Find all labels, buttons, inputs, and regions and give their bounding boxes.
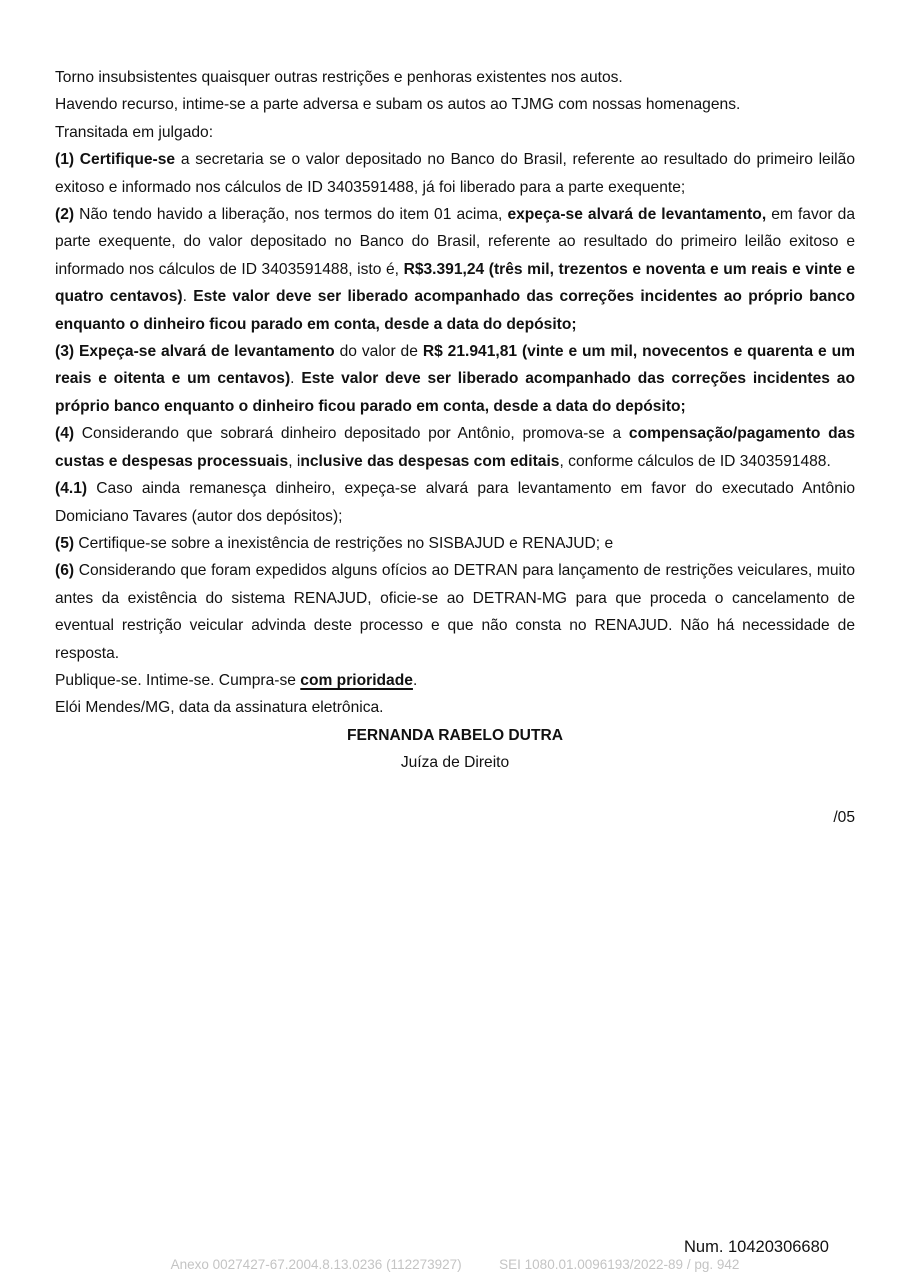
item-2-text-3: . bbox=[182, 288, 194, 306]
item-3-bold-1: Expeça-se alvará de levantamento bbox=[78, 343, 335, 361]
item-5 bbox=[55, 530, 855, 557]
priority-emphasis: com prioridade bbox=[300, 671, 413, 689]
item-2-correction-note: Este valor deve ser liberado acompanhado das correções incidentes ao próprio banco enquanto o dinheiro ficou parado em conta, desde a data do depósito; bbox=[55, 288, 855, 333]
publication-end: . bbox=[412, 671, 418, 689]
footer-annex: Anexo 0027427-67.2004.8.13.0236 (112273927) bbox=[170, 1257, 462, 1272]
item-3 bbox=[55, 338, 855, 420]
item-5-number: (5) bbox=[55, 534, 75, 552]
footer-sei: SEI 1080.01.0096193/2022-89 / pg. 942 bbox=[499, 1257, 740, 1272]
place-date: Elói Mendes/MG, data da assinatura eletrônica. bbox=[55, 699, 384, 717]
signer-name: FERNANDA RABELO DUTRA bbox=[347, 726, 563, 744]
item-6 bbox=[55, 557, 855, 667]
item-2-bold-1: expeça-se alvará de levantamento, bbox=[507, 206, 767, 224]
item-4-1-number: (4.1) bbox=[55, 480, 88, 498]
item-3-amount: R$ 21.941,81 (vinte e um mil, novecentos e quarenta e um reais e oitenta e um centavos) bbox=[55, 343, 855, 388]
item-4-text-1: Considerando que sobrará dinheiro depositado por Antônio, promova-se a bbox=[74, 425, 629, 443]
item-4-number: (4) bbox=[55, 425, 75, 443]
document-body bbox=[55, 64, 855, 831]
signer-role: Juíza de Direito bbox=[400, 754, 510, 772]
item-3-correction-note: Este valor deve ser liberado acompanhado das correções incidentes ao próprio banco enquanto o dinheiro ficou parado em conta, desde a data do depósito; bbox=[55, 370, 855, 415]
item-4-1-text: Caso ainda remanesça dinheiro, expeça-se alvará para levantamento em favor do executado Antônio Domiciano Tavares (autor dos depósitos); bbox=[55, 480, 855, 525]
item-2-text-2: em favor da parte exequente, do valor depositado no Banco do Brasil, referente ao resultado do primeiro leilão exitoso e informado nos cálculos de ID 3403591488, isto é, bbox=[55, 206, 856, 278]
item-4-bold-2: nclusive das despesas com editais bbox=[300, 452, 560, 470]
paragraph-transitada: Transitada em julgado: bbox=[55, 123, 214, 141]
footer-stamp bbox=[0, 1257, 910, 1272]
item-1-text: a secretaria se o valor depositado no Banco do Brasil, referente ao resultado do primeiro leilão exitoso e informado nos cálculos de ID 3403591488, já foi liberado para a parte exequente; bbox=[55, 151, 855, 196]
item-1-lead: Certifique-se bbox=[79, 151, 176, 169]
item-4-bold-1: compensação/pagamento das custas e despesas processuais bbox=[55, 425, 856, 470]
item-6-text: Considerando que foram expedidos alguns ofícios ao DETRAN para lançamento de restrições veiculares, muito antes da existência do sistema RENAJUD, oficie-se ao DETRAN-MG para que proceda o cancelamento de eventual restrição veicular advinda deste processo e que não consta no RENAJUD. Não há necessidade de resposta. bbox=[55, 562, 855, 662]
paragraph-torno: Torno insubsistentes quaisquer outras restrições e penhoras existentes nos autos. bbox=[55, 69, 623, 86]
item-3-text-2: . bbox=[290, 370, 302, 388]
item-5-text: Certifique-se sobre a inexistência de restrições no SISBAJUD e RENAJUD; e bbox=[74, 534, 614, 552]
item-4-text-3: , conforme cálculos de ID 3403591488. bbox=[559, 452, 831, 470]
item-3-number: (3) bbox=[55, 343, 75, 361]
item-2-text-1: Não tendo havido a liberação, nos termos do item 01 acima, bbox=[74, 206, 508, 224]
item-1-number: (1) bbox=[55, 151, 75, 169]
item-2-number: (2) bbox=[55, 206, 75, 224]
item-4 bbox=[55, 420, 855, 475]
page-mark: /05 bbox=[833, 808, 855, 826]
item-1 bbox=[55, 146, 855, 201]
item-2 bbox=[55, 201, 855, 338]
item-6-number: (6) bbox=[55, 562, 75, 580]
paragraph-recurso: Havendo recurso, intime-se a parte adversa e subam os autos ao TJMG com nossas homenagens. bbox=[55, 96, 741, 114]
spacer bbox=[55, 777, 855, 804]
document-number: Num. 10420306680 bbox=[684, 1238, 829, 1256]
item-3-text-1: do valor de bbox=[334, 343, 423, 361]
item-4-text-2: , i bbox=[288, 452, 301, 470]
publication-text: Publique-se. Intime-se. Cumpra-se bbox=[55, 671, 301, 689]
publication-order bbox=[55, 667, 855, 694]
item-4-1 bbox=[55, 475, 855, 530]
item-2-amount: R$3.391,24 (três mil, trezentos e noventa e um reais e vinte e quatro centavos) bbox=[55, 260, 856, 306]
